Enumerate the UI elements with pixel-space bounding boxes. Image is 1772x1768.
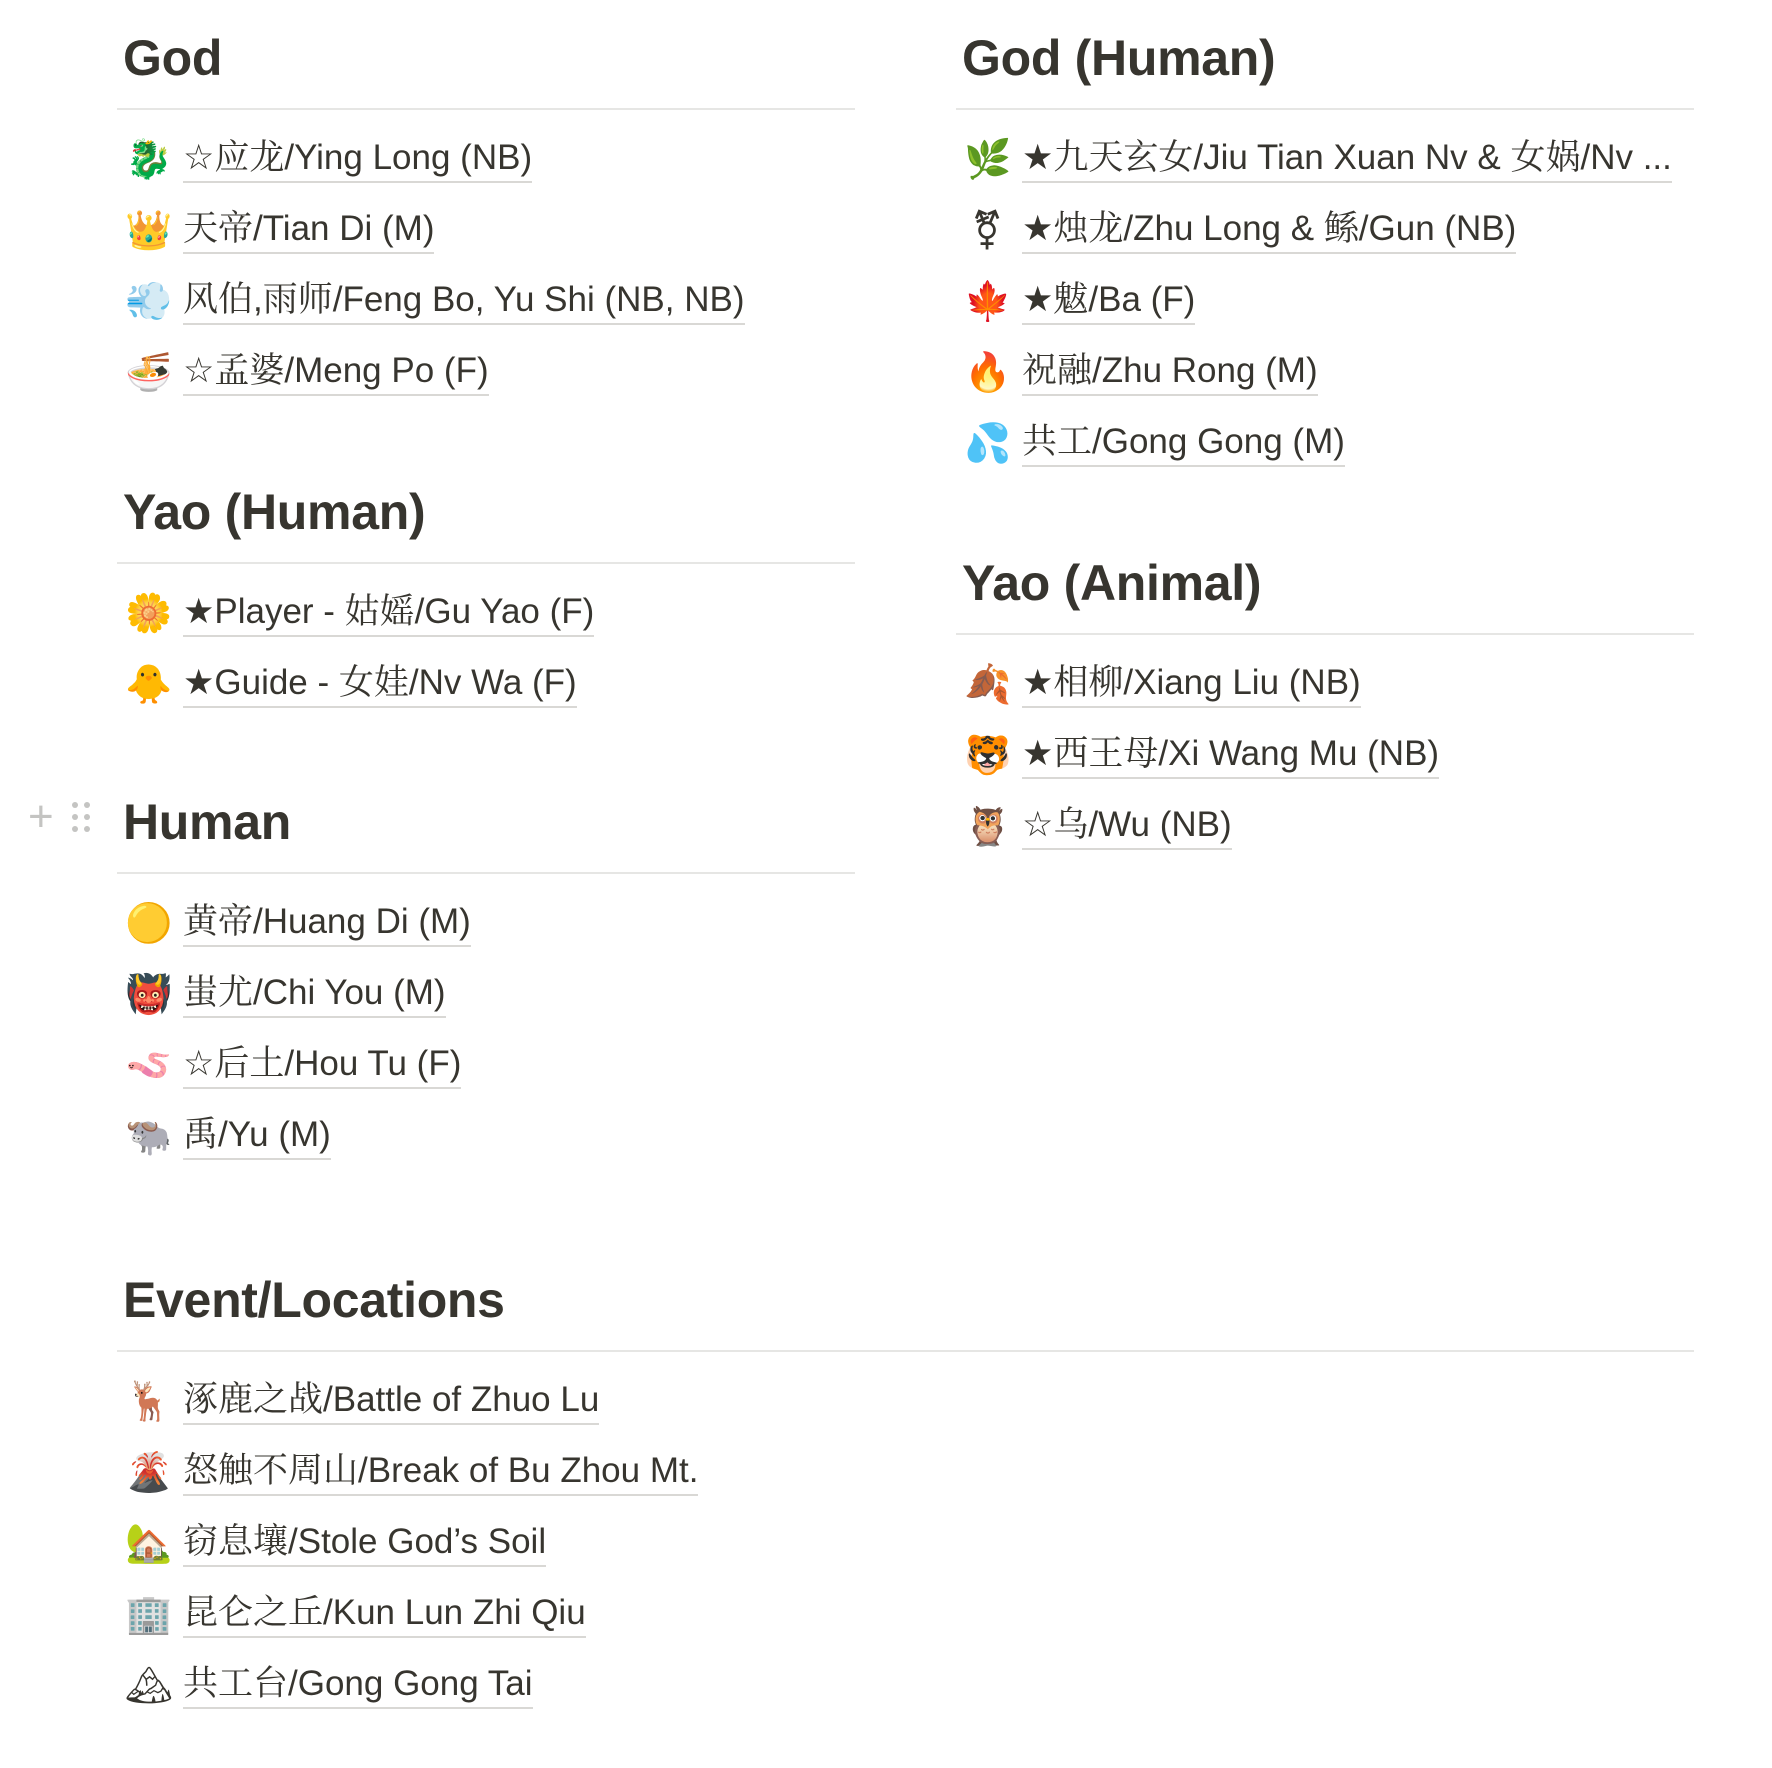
page-title[interactable]: ★Player - 姑媱/Gu Yao (F) — [183, 590, 594, 637]
worm-icon: 🪱 — [125, 1044, 173, 1087]
yellow-circle-icon: 🟡 — [125, 902, 173, 945]
page-link[interactable] — [117, 1579, 1694, 1650]
divider — [117, 562, 855, 564]
tiger-icon: 🐯 — [964, 734, 1012, 777]
page-link[interactable] — [956, 195, 1694, 266]
page-title[interactable]: 风伯,雨师/Feng Bo, Yu Shi (NB, NB) — [183, 278, 745, 325]
page-link[interactable] — [117, 1437, 1694, 1508]
drag-handle-icon[interactable] — [72, 802, 90, 832]
page-list — [956, 124, 1694, 479]
divider — [956, 633, 1694, 635]
maple-leaf-icon: 🍁 — [964, 280, 1012, 323]
page-list — [117, 578, 855, 720]
page-link[interactable] — [956, 649, 1694, 720]
divider — [956, 108, 1694, 110]
owl-icon: 🦉 — [964, 805, 1012, 848]
soup-bowl-icon: 🍜 — [125, 351, 173, 394]
sweat-droplets-icon: 💦 — [964, 422, 1012, 465]
fallen-leaves-icon: 🍂 — [964, 663, 1012, 706]
section-heading: God (Human) — [962, 30, 1276, 86]
leaf-icon: 🌿 — [964, 138, 1012, 181]
page-link[interactable] — [117, 1650, 1694, 1721]
deer-icon: 🦌 — [125, 1380, 173, 1423]
page-link[interactable] — [117, 337, 855, 408]
divider — [117, 1350, 1694, 1352]
page-link[interactable] — [117, 1366, 1694, 1437]
section-heading: God — [123, 30, 223, 86]
page-title[interactable]: ☆后土/Hou Tu (F) — [183, 1042, 461, 1089]
section-heading: Event/Locations — [123, 1272, 505, 1328]
page-title[interactable]: 昆仑之丘/Kun Lun Zhi Qiu — [183, 1591, 586, 1638]
page-title[interactable]: 祝融/Zhu Rong (M) — [1022, 349, 1318, 396]
page-link[interactable] — [956, 266, 1694, 337]
page-title[interactable]: ☆应龙/Ying Long (NB) — [183, 136, 532, 183]
page-title[interactable]: ★西王母/Xi Wang Mu (NB) — [1022, 732, 1439, 779]
dragon-icon: 🐉 — [125, 138, 173, 181]
page-link[interactable] — [117, 1030, 855, 1101]
page-title[interactable]: 共工/Gong Gong (M) — [1022, 420, 1345, 467]
fire-icon: 🔥 — [964, 351, 1012, 394]
page-title[interactable]: 天帝/Tian Di (M) — [183, 207, 434, 254]
page-link[interactable] — [117, 1101, 855, 1172]
house-garden-icon: 🏡 — [125, 1522, 173, 1565]
page-link[interactable] — [956, 124, 1694, 195]
page-link[interactable] — [117, 266, 855, 337]
section-heading: Yao (Animal) — [962, 555, 1262, 611]
wind-icon: 💨 — [125, 280, 173, 323]
volcano-icon: 🌋 — [125, 1451, 173, 1494]
page-title[interactable]: ☆孟婆/Meng Po (F) — [183, 349, 489, 396]
page-link[interactable] — [117, 1508, 1694, 1579]
page-title[interactable]: ★魃/Ba (F) — [1022, 278, 1195, 325]
page-list — [117, 1366, 1694, 1721]
water-buffalo-icon: 🐃 — [125, 1115, 173, 1158]
page-title[interactable]: 怒触不周山/Break of Bu Zhou Mt. — [183, 1449, 698, 1496]
page-title[interactable]: ★九天玄女/Jiu Tian Xuan Nv & 女娲/Nv ... — [1022, 136, 1672, 183]
transgender-symbol-icon: ⚧ — [971, 209, 1003, 252]
page-link[interactable] — [117, 959, 855, 1030]
page-title[interactable]: ☆乌/Wu (NB) — [1022, 803, 1232, 850]
page-title[interactable]: 涿鹿之战/Battle of Zhuo Lu — [183, 1378, 599, 1425]
office-building-icon: 🏢 — [125, 1593, 173, 1636]
page-title[interactable]: 黄帝/Huang Di (M) — [183, 900, 471, 947]
page-title[interactable]: 共工台/Gong Gong Tai — [183, 1662, 533, 1709]
page-link[interactable] — [956, 720, 1694, 791]
page-link[interactable] — [956, 337, 1694, 408]
page-list — [117, 888, 855, 1172]
section-human — [117, 792, 855, 1172]
page-title[interactable]: ★相柳/Xiang Liu (NB) — [1022, 661, 1361, 708]
page-title[interactable]: ★烛龙/Zhu Long & 鲧/Gun (NB) — [1022, 207, 1516, 254]
ogre-icon: 👹 — [125, 973, 173, 1016]
section-god-human — [956, 28, 1694, 479]
page-link[interactable] — [117, 124, 855, 195]
page-link[interactable] — [956, 408, 1694, 479]
page-title[interactable]: 蚩尤/Chi You (M) — [183, 971, 446, 1018]
section-heading: Human — [123, 794, 291, 850]
divider — [117, 108, 855, 110]
page-link[interactable] — [117, 649, 855, 720]
page-title[interactable]: 禹/Yu (M) — [183, 1113, 331, 1160]
crown-icon: 👑 — [125, 209, 173, 252]
block-handle — [28, 792, 90, 841]
section-events-locations — [117, 1270, 1694, 1721]
flower-icon: 🌼 — [125, 592, 173, 635]
section-god — [117, 28, 855, 408]
plus-icon[interactable]: + — [28, 792, 54, 841]
section-yao-human — [117, 482, 855, 720]
divider — [117, 872, 855, 874]
page-title[interactable]: 窃息壤/Stole God’s Soil — [183, 1520, 546, 1567]
section-heading: Yao (Human) — [123, 484, 426, 540]
mountain-icon: 🏔 — [125, 1664, 174, 1707]
chick-icon: 🐥 — [125, 663, 173, 706]
section-yao-animal — [956, 553, 1694, 862]
page-list — [117, 124, 855, 408]
page-link[interactable] — [117, 578, 855, 649]
page-link[interactable] — [117, 195, 855, 266]
page-link[interactable] — [956, 791, 1694, 862]
page-link[interactable] — [117, 888, 855, 959]
page-list — [956, 649, 1694, 862]
page-title[interactable]: ★Guide - 女娃/Nv Wa (F) — [183, 661, 577, 708]
